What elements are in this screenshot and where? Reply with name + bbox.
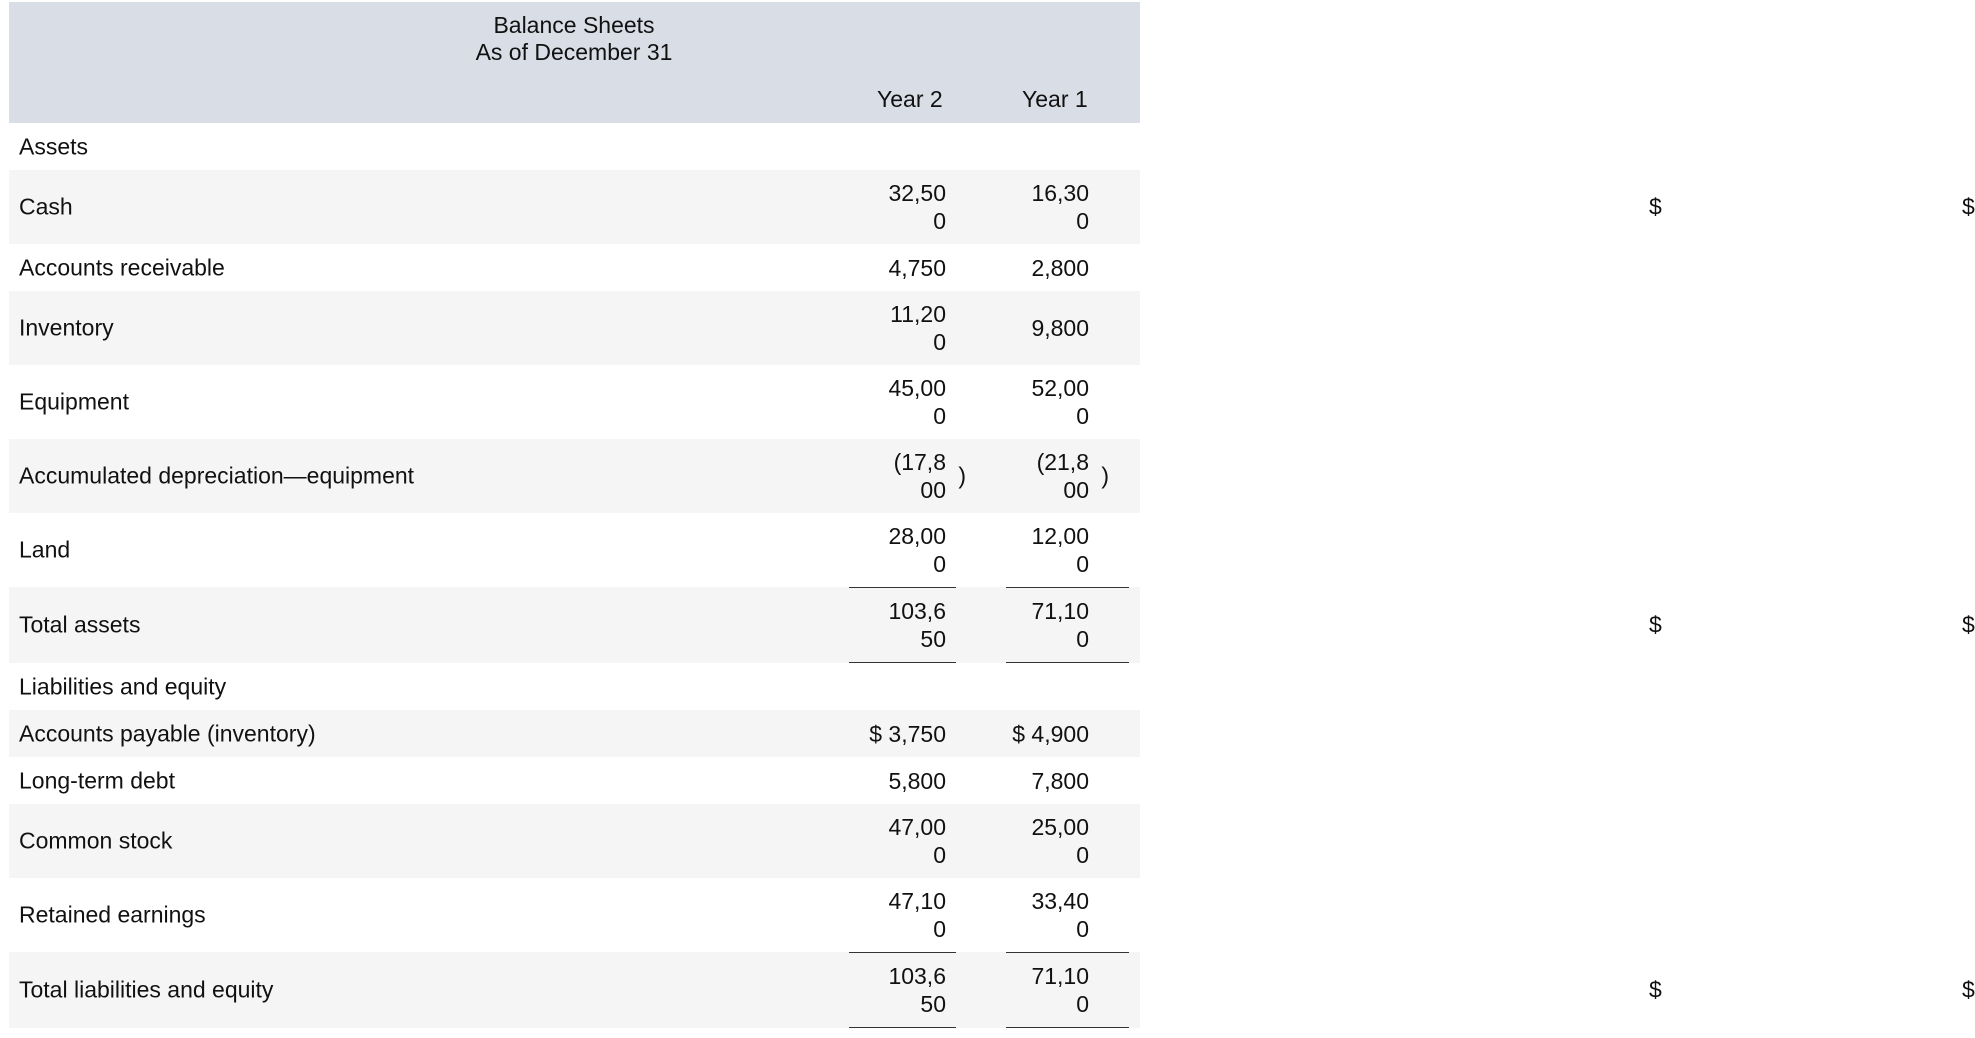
value-year-1: 7,800 [1031,767,1089,794]
value-year-2: 47,000 [888,814,946,868]
section-heading-liabilities [9,663,1140,710]
currency-sign: $ [1649,976,1662,1003]
close-paren: ) [958,462,966,489]
row-label: Accounts payable (inventory) [19,720,316,746]
value-year-2: 45,000 [888,375,946,429]
rule [1006,1027,1129,1028]
section-heading-assets [9,123,1140,170]
table-row-equipment [9,365,1140,439]
table-row-long-term-debt [9,757,1140,804]
row-label: Accounts receivable [19,254,225,280]
table-row-total-assets [9,587,1975,663]
column-header-year-1: Year 1 [1022,86,1088,112]
section-label: Assets [19,133,89,159]
value-year-1: 33,400 [1031,888,1089,942]
column-header-year-2: Year 2 [877,86,943,112]
close-paren: ) [1101,462,1109,489]
table-row-cash [9,170,1975,244]
row-label: Inventory [19,314,114,341]
balance-sheet [9,2,1975,1028]
value-year-1: 25,000 [1031,814,1089,868]
value-year-2: 11,200 [890,301,946,355]
value-year-1: 2,800 [1031,254,1089,281]
section-label: Liabilities and equity [19,673,227,699]
table-row-inventory [9,291,1140,365]
title-line-1: Balance Sheets [493,12,655,38]
value-year-2: 32,500 [888,180,946,234]
title-line-2: As of December 31 [475,39,673,65]
currency-sign: $ [1962,976,1975,1003]
value-year-1: 12,000 [1031,523,1089,577]
value-year-2: $ 3,750 [869,720,946,747]
table-row-total-liabilities-equity [9,952,1975,1028]
value-year-2: 47,100 [888,888,946,942]
value-year-1: 52,000 [1031,375,1089,429]
row-label: Accumulated depreciation—equipment [19,462,415,489]
value-year-2: 4,750 [888,254,946,281]
value-year-1: (21,800 [1036,449,1089,503]
value-year-2: 103,650 [888,598,946,652]
rule [849,952,956,953]
currency-sign: $ [1649,611,1662,638]
value-year-2: 28,000 [888,523,946,577]
currency-sign: $ [1962,611,1975,638]
table-row-accounts-receivable [9,244,1140,291]
value-year-1: 16,300 [1031,180,1089,234]
value-year-1: 9,800 [1031,315,1089,341]
row-label: Common stock [19,827,173,854]
row-label: Total assets [19,611,141,638]
value-year-2: (17,800 [893,449,946,503]
value-year-1: 71,100 [1031,598,1089,652]
rule [1006,587,1129,588]
rule [1006,952,1129,953]
table-row-accumulated-depreciation [9,439,1140,513]
row-label: Total liabilities and equity [19,976,274,1003]
value-year-1: 71,100 [1031,963,1089,1017]
row-label: Long-term debt [19,767,175,793]
row-label: Retained earnings [19,901,206,928]
value-year-2: 103,650 [888,963,946,1017]
rule [849,1027,956,1028]
value-year-2: 5,800 [888,767,946,794]
currency-sign: $ [1962,193,1975,220]
row-label: Equipment [19,388,129,415]
table-row-retained-earnings [9,878,1140,952]
row-label: Cash [19,193,73,220]
table-header [9,2,1140,123]
value-year-1: $ 4,900 [1012,720,1089,747]
statement-title [449,12,699,66]
currency-sign: $ [1649,193,1662,220]
table-row-accounts-payable [9,710,1140,757]
table-row-common-stock [9,804,1140,878]
rule [849,587,956,588]
table-row-land [9,513,1140,587]
row-label: Land [19,536,71,563]
